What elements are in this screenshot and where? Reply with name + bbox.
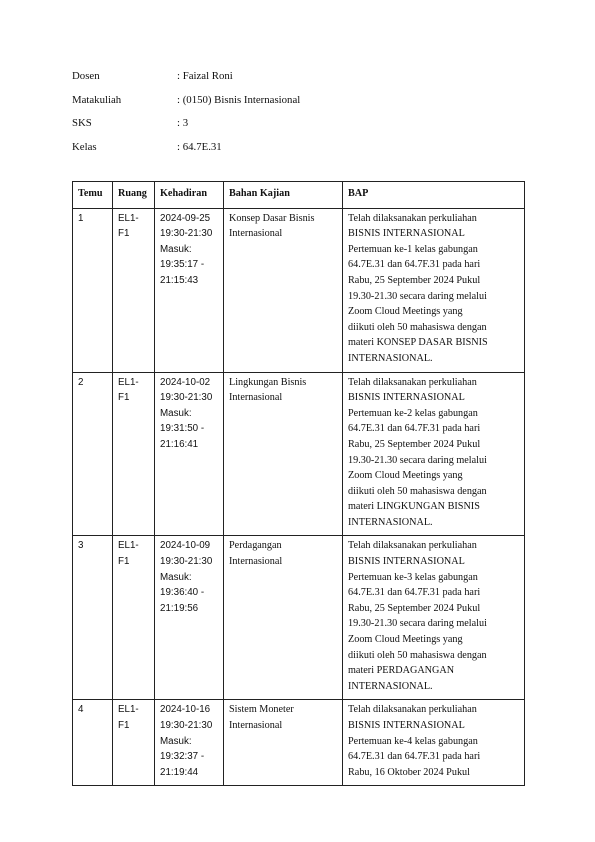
cell-line: 19:30-21:30 — [160, 392, 213, 404]
cell-line: 2024-10-16 — [160, 704, 211, 716]
cell-bap — [343, 372, 525, 536]
cell-line: Rabu, 16 Oktober 2024 Pukul — [348, 766, 470, 778]
cell-line: 3 — [78, 540, 84, 552]
cell-line: Pertemuan ke-4 kelas gabungan — [348, 735, 478, 747]
cell-line: 21:15:43 — [160, 274, 199, 286]
cell-bap — [343, 536, 525, 700]
cell-line: 64.7E.31 dan 64.7F.31 pada hari — [348, 423, 481, 435]
cell-line: 21:19:44 — [160, 766, 199, 778]
cell-kehadiran — [155, 700, 224, 786]
cell-line: 64.7E.31 dan 64.7F.31 pada hari — [348, 587, 481, 599]
cell-line: materi LINGKUNGAN BISNIS — [348, 501, 480, 513]
cell-line: Zoom Cloud Meetings yang — [348, 634, 463, 646]
cell-line: Internasional — [229, 392, 283, 404]
table-row — [73, 536, 525, 700]
cell-line: Masuk: — [160, 407, 192, 419]
cell-line: Rabu, 25 September 2024 Pukul — [348, 438, 481, 450]
cell-line: 2 — [78, 376, 84, 388]
header-ruang: Ruang — [113, 182, 155, 209]
cell-line: F1 — [118, 228, 130, 240]
cell-line: F1 — [118, 392, 130, 404]
table-row — [73, 372, 525, 536]
cell-line: Pertemuan ke-3 kelas gabungan — [348, 571, 478, 583]
cell-line: 19.30-21.30 secara daring melalui — [348, 454, 487, 466]
cell-line: Lingkungan Bisnis — [229, 376, 307, 388]
cell-line: Telah dilaksanakan perkuliahan — [348, 704, 477, 716]
table-header-row — [73, 182, 525, 209]
cell-line: Internasional — [229, 228, 283, 240]
cell-line: 19:30-21:30 — [160, 556, 213, 568]
cell-line: 2024-09-25 — [160, 212, 211, 224]
cell-ruang — [113, 372, 155, 536]
cell-line: 64.7E.31 dan 64.7F.31 pada hari — [348, 259, 481, 271]
cell-line: 21:16:41 — [160, 438, 199, 450]
cell-line: Pertemuan ke-2 kelas gabungan — [348, 407, 478, 419]
cell-kehadiran — [155, 208, 224, 372]
cell-line: EL1- — [118, 540, 139, 552]
cell-kehadiran — [155, 536, 224, 700]
table-row — [73, 700, 525, 786]
cell-line: INTERNASIONAL. — [348, 352, 433, 364]
cell-ruang — [113, 208, 155, 372]
info-label: SKS — [72, 117, 92, 129]
cell-line: diikuti oleh 50 mahasiswa dengan — [348, 649, 487, 661]
cell-line: Pertemuan ke-1 kelas gabungan — [348, 243, 478, 255]
header-kehadiran: Kehadiran — [155, 182, 224, 209]
course-info — [72, 68, 300, 162]
info-value: : 3 — [177, 117, 189, 129]
info-value: : 64.7E.31 — [177, 140, 222, 153]
cell-line: F1 — [118, 720, 130, 731]
info-row-kelas — [72, 139, 300, 163]
cell-line: 19:30-21:30 — [160, 228, 213, 240]
cell-line: 64.7E.31 dan 64.7F.31 pada hari — [348, 751, 481, 763]
cell-line: Masuk: — [160, 571, 192, 583]
cell-line: EL1- — [118, 212, 139, 224]
cell-line: Zoom Cloud Meetings yang — [348, 306, 463, 318]
cell-line: EL1- — [118, 704, 139, 716]
cell-line: Masuk: — [160, 243, 192, 255]
cell-line: 19.30-21.30 secara daring melalui — [348, 290, 487, 302]
cell-kehadiran — [155, 372, 224, 536]
cell-line: Rabu, 25 September 2024 Pukul — [348, 602, 481, 614]
cell-bap — [343, 700, 525, 786]
cell-line: BISNIS INTERNASIONAL — [348, 228, 465, 240]
cell-bahan-kajian — [224, 208, 343, 372]
cell-line: diikuti oleh 50 mahasiswa dengan — [348, 485, 487, 497]
cell-line: Telah dilaksanakan perkuliahan — [348, 212, 477, 224]
cell-ruang — [113, 700, 155, 786]
cell-line: 19:31:50 - — [160, 423, 205, 435]
cell-line: 19.30-21.30 secara daring melalui — [348, 618, 487, 630]
cell-line: EL1- — [118, 376, 139, 388]
cell-line: Masuk: — [160, 735, 192, 747]
cell-ruang — [113, 536, 155, 700]
cell-line: Zoom Cloud Meetings yang — [348, 470, 463, 482]
cell-bahan-kajian — [224, 700, 343, 786]
cell-line: Internasional — [229, 720, 283, 731]
header-bahan-kajian: Bahan Kajian — [224, 182, 343, 209]
cell-bahan-kajian — [224, 372, 343, 536]
cell-line: BISNIS INTERNASIONAL — [348, 392, 465, 404]
cell-line: 19:32:37 - — [160, 751, 205, 763]
cell-line: 19:35:17 - — [160, 259, 205, 271]
info-row-dosen — [72, 68, 300, 92]
info-label: Matakuliah — [72, 93, 122, 106]
cell-temu — [73, 208, 113, 372]
header-bap: BAP — [343, 182, 525, 209]
cell-line: INTERNASIONAL. — [348, 680, 433, 692]
cell-line: Rabu, 25 September 2024 Pukul — [348, 274, 481, 286]
header-temu: Temu — [73, 182, 113, 209]
cell-line: 21:19:56 — [160, 602, 199, 614]
cell-line: BISNIS INTERNASIONAL — [348, 720, 465, 731]
cell-line: 2024-10-09 — [160, 540, 211, 552]
cell-temu — [73, 372, 113, 536]
info-row-matakuliah — [72, 92, 300, 116]
cell-line: Konsep Dasar Bisnis — [229, 212, 315, 224]
info-value: : (0150) Bisnis Internasional — [177, 93, 301, 106]
cell-line: Telah dilaksanakan perkuliahan — [348, 376, 477, 388]
info-label: Dosen — [72, 70, 100, 82]
cell-line: BISNIS INTERNASIONAL — [348, 556, 465, 568]
table-row — [73, 208, 525, 372]
cell-line: diikuti oleh 50 mahasiswa dengan — [348, 321, 487, 333]
cell-line: 4 — [78, 704, 84, 716]
cell-bap — [343, 208, 525, 372]
cell-line: materi PERDAGANGAN — [348, 665, 455, 677]
attendance-table — [72, 181, 525, 786]
cell-line: Internasional — [229, 556, 283, 568]
cell-bahan-kajian — [224, 536, 343, 700]
cell-line: Sistem Moneter — [229, 704, 294, 716]
info-value: : Faizal Roni — [177, 70, 233, 82]
cell-temu — [73, 700, 113, 786]
cell-line: Perdagangan — [229, 540, 282, 552]
cell-line: 2024-10-02 — [160, 376, 211, 388]
cell-line: INTERNASIONAL. — [348, 516, 433, 528]
cell-line: F1 — [118, 556, 130, 568]
cell-line: 19:30-21:30 — [160, 720, 213, 731]
cell-line: 19:36:40 - — [160, 587, 205, 599]
info-label: Kelas — [72, 140, 97, 153]
cell-line: materi KONSEP DASAR BISNIS — [348, 337, 488, 349]
cell-line: 1 — [78, 212, 84, 224]
info-row-sks — [72, 115, 300, 139]
cell-line: Telah dilaksanakan perkuliahan — [348, 540, 477, 552]
cell-temu — [73, 536, 113, 700]
